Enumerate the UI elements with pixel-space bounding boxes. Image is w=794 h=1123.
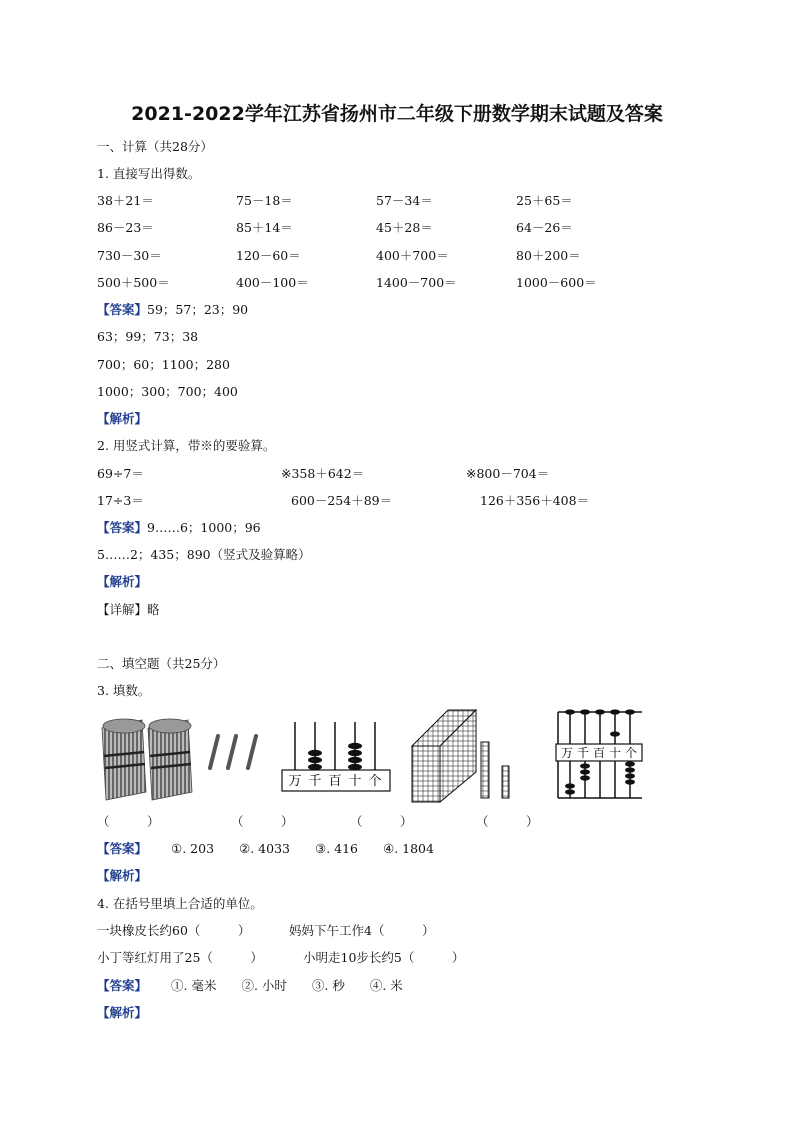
abacus-label: 个	[624, 746, 638, 760]
page-title: 2021-2022学年江苏省扬州市二年级下册数学期末试题及答案	[131, 103, 663, 125]
section-1-heading: 一、计算（共28分）	[97, 139, 213, 154]
q1-item: 80＋200＝	[516, 248, 581, 263]
q2-item: ※358＋642＝	[281, 466, 365, 481]
analysis-tag: 【解析】	[97, 411, 148, 426]
abacus-label: 千	[308, 774, 322, 789]
abacus-figure	[278, 718, 394, 794]
q3-answer-line	[97, 841, 434, 857]
analysis-tag: 【解析】	[97, 574, 148, 589]
detail-tag: 【详解】	[97, 602, 148, 617]
abacus-label: 千	[576, 746, 590, 760]
q1-answer-line: 1000；300；700；400	[97, 384, 238, 399]
abacus-figure-2	[554, 706, 646, 804]
q2-item: 69÷7＝	[97, 466, 144, 481]
answer-tag: 【答案】	[97, 978, 148, 993]
q1-item: 38＋21＝	[97, 193, 154, 208]
analysis-tag: 【解析】	[97, 1005, 148, 1020]
detail-line	[97, 602, 160, 618]
q1-item: 1000－600＝	[516, 275, 597, 290]
answer-text: ①. 毫米 ②. 小时 ③. 秒 ④. 米	[171, 978, 403, 993]
analysis-tag: 【解析】	[97, 868, 148, 883]
unit-cubes	[502, 766, 509, 798]
answer-text: 59；57；23；90	[147, 302, 249, 317]
detail-text: 略	[147, 602, 160, 617]
q1-item: 400＋700＝	[376, 248, 449, 263]
q2-answer-line: 5……2；435；890（竖式及验算略）	[97, 547, 311, 562]
question-1: 1. 直接写出得数。	[97, 166, 201, 181]
q4-item: 小丁等红灯用了25（ ）	[97, 950, 263, 965]
q1-answer-line: 700；60；1100；280	[97, 357, 230, 372]
q1-answer-line: 63；99；73；38	[97, 329, 199, 344]
section-2-heading: 二、填空题（共25分）	[97, 656, 226, 671]
abacus-label: 万	[560, 746, 574, 760]
q2-item: 17÷3＝	[97, 493, 144, 508]
base-ten-blocks-figure	[408, 706, 516, 804]
q4-item: 一块橡皮长约60（ ）	[97, 923, 251, 938]
q2-item: 126＋356＋408＝	[480, 493, 590, 508]
q1-item: 500＋500＝	[97, 275, 170, 290]
q3-blank: （ ）	[350, 814, 413, 829]
q1-item: 75－18＝	[236, 193, 293, 208]
single-sticks	[210, 736, 256, 768]
q2-item: ※800－704＝	[466, 466, 550, 481]
q1-answer-line	[97, 302, 248, 318]
q2-answer-line	[97, 520, 261, 536]
stick-bundle	[148, 719, 192, 800]
question-2: 2. 用竖式计算，带※的要验算。	[97, 438, 276, 453]
q1-item: 45＋28＝	[376, 220, 433, 235]
q3-blank: （ ）	[476, 814, 539, 829]
ten-rod	[481, 742, 489, 798]
q4-item: 妈妈下午工作4（ ）	[289, 923, 435, 938]
q1-item: 25＋65＝	[516, 193, 573, 208]
q1-item: 57－34＝	[376, 193, 433, 208]
q3-blank: （ ）	[231, 814, 294, 829]
q4-answer-line	[97, 978, 403, 994]
q2-item: 600－254＋89＝	[291, 493, 393, 508]
abacus-label: 百	[328, 774, 342, 789]
q3-blank: （ ）	[97, 814, 160, 829]
q1-item: 730－30＝	[97, 248, 162, 263]
q1-item: 400－100＝	[236, 275, 309, 290]
q4-item: 小明走10步长约5（ ）	[303, 950, 465, 965]
q1-item: 85＋14＝	[236, 220, 293, 235]
stick-bundle	[102, 719, 146, 800]
abacus-label: 十	[348, 774, 362, 789]
q1-item: 64－26＝	[516, 220, 573, 235]
thousand-cube	[412, 710, 476, 802]
stick-bundles-figure	[96, 716, 266, 806]
abacus-label: 百	[592, 746, 606, 760]
abacus-label: 个	[368, 774, 382, 789]
answer-text: ①. 203 ②. 4033 ③. 416 ④. 1804	[171, 841, 434, 856]
q1-item: 86－23＝	[97, 220, 154, 235]
answer-tag: 【答案】	[97, 520, 148, 535]
answer-tag: 【答案】	[97, 302, 148, 317]
q1-item: 1400－700＝	[376, 275, 457, 290]
answer-text: 9……6；1000；96	[147, 520, 261, 535]
answer-tag: 【答案】	[97, 841, 148, 856]
question-4: 4. 在括号里填上合适的单位。	[97, 896, 263, 911]
abacus-label: 万	[288, 774, 302, 789]
question-3: 3. 填数。	[97, 683, 151, 698]
abacus-label: 十	[608, 746, 622, 760]
q1-item: 120－60＝	[236, 248, 301, 263]
